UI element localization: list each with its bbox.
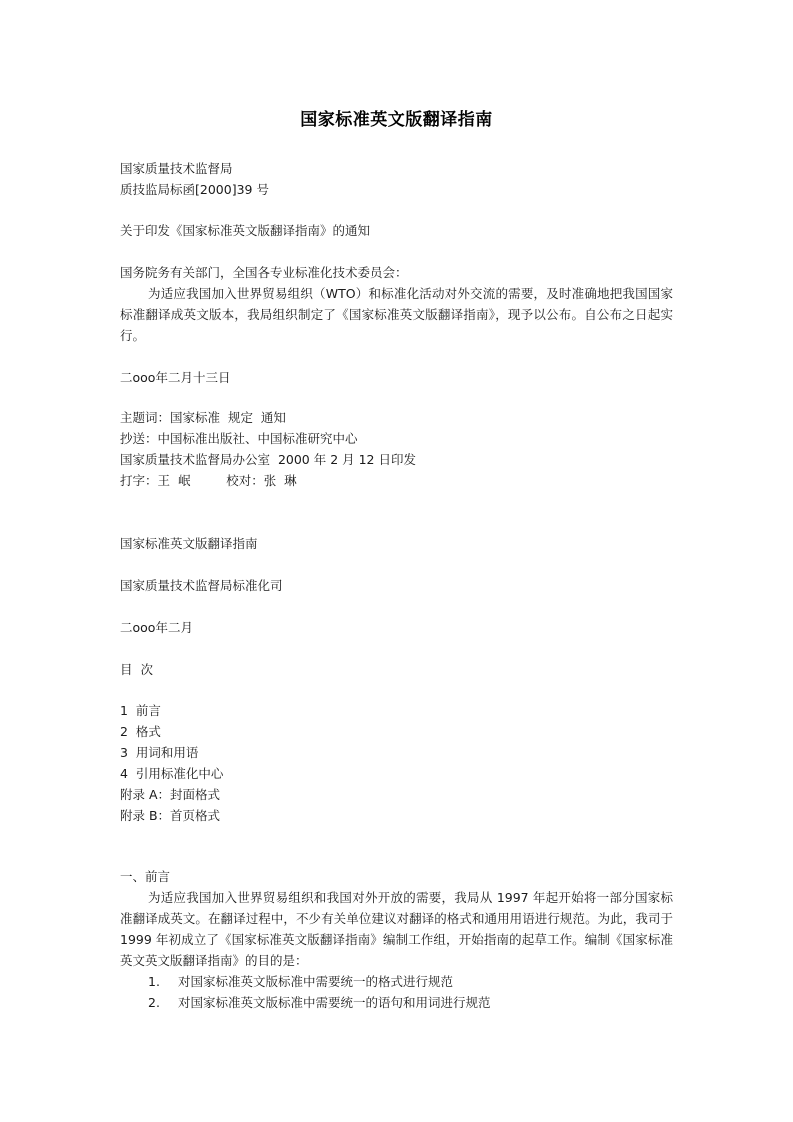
- list-number: 1.: [148, 974, 160, 989]
- guide-title-block: [120, 533, 673, 554]
- toc-heading: 目 次: [120, 662, 153, 677]
- toc-item[interactable]: 3 用词和用语: [120, 745, 199, 760]
- document-title: 国家标准英文版翻译指南: [300, 110, 493, 130]
- printed-info: 国家质量技术监督局办公室 2000 年 2 月 12 日印发: [120, 452, 416, 467]
- typist-proofreader: 打字：王 岷 校对：张 琳: [120, 473, 297, 488]
- section-preface: [120, 866, 673, 1013]
- toc-item[interactable]: 附录 B：首页格式: [120, 808, 221, 823]
- guide-author-block: [120, 575, 673, 596]
- meta-block: [120, 407, 673, 491]
- keywords: 主题词：国家标准 规定 通知: [120, 410, 286, 425]
- guide-date-block: [120, 617, 673, 638]
- notice-date: 二ooo年二月十三日: [120, 370, 231, 385]
- notice-date-block: [120, 367, 673, 388]
- notice-title: 关于印发《国家标准英文版翻译指南》的通知: [120, 223, 371, 238]
- list-item: [120, 971, 673, 992]
- addressee: 国务院务有关部门，全国各专业标准化技术委员会：: [120, 265, 408, 280]
- guide-date: 二ooo年二月: [120, 620, 193, 635]
- list-text: 对国家标准英文版标准中需要统一的格式进行规范: [178, 974, 454, 989]
- list-item: [120, 992, 673, 1013]
- list-text: 对国家标准英文版标准中需要统一的语句和用词进行规范: [178, 995, 491, 1010]
- list-number: 2.: [148, 995, 160, 1010]
- toc-heading-block: [120, 659, 673, 680]
- doc-number: 质技监局标函[2000]39 号: [120, 182, 269, 197]
- document-header: [120, 158, 673, 200]
- cc-list: 抄送：中国标准出版社、中国标准研究中心: [120, 431, 358, 446]
- guide-author: 国家质量技术监督局标准化司: [120, 578, 283, 593]
- toc-item[interactable]: 1 前言: [120, 703, 161, 718]
- section-heading: 一、前言: [120, 869, 171, 884]
- toc-item[interactable]: 4 引用标准化中心: [120, 766, 224, 781]
- guide-title: 国家标准英文版翻译指南: [120, 536, 258, 551]
- notice-body: 为适应我国加入世界贸易组织（WTO）和标准化活动对外交流的需要，及时准确地把我国国家标准翻译成英文版本，我局组织制定了《国家标准英文版翻译指南》，现予以公布。自公布之日起实行。: [120, 286, 673, 343]
- table-of-contents: [120, 700, 673, 826]
- notice-title-block: [120, 220, 673, 241]
- issuer: 国家质量技术监督局: [120, 161, 233, 176]
- notice-body-block: [120, 262, 673, 346]
- toc-item[interactable]: 附录 A：封面格式: [120, 787, 221, 802]
- toc-item[interactable]: 2 格式: [120, 724, 161, 739]
- section-paragraph: 为适应我国加入世界贸易组织和我国对外开放的需要，我局从 1997 年起开始将一部分国家标准翻译成英文。在翻译过程中，不少有关单位建议对翻译的格式和通用用语进行规范。为此，我司于 1999 年初成立了《国家标准英文版翻译指南》编制工作组，开始指南的起草工作。编制《国家标准英文英文版翻译指南》的目的是：: [120, 890, 673, 968]
